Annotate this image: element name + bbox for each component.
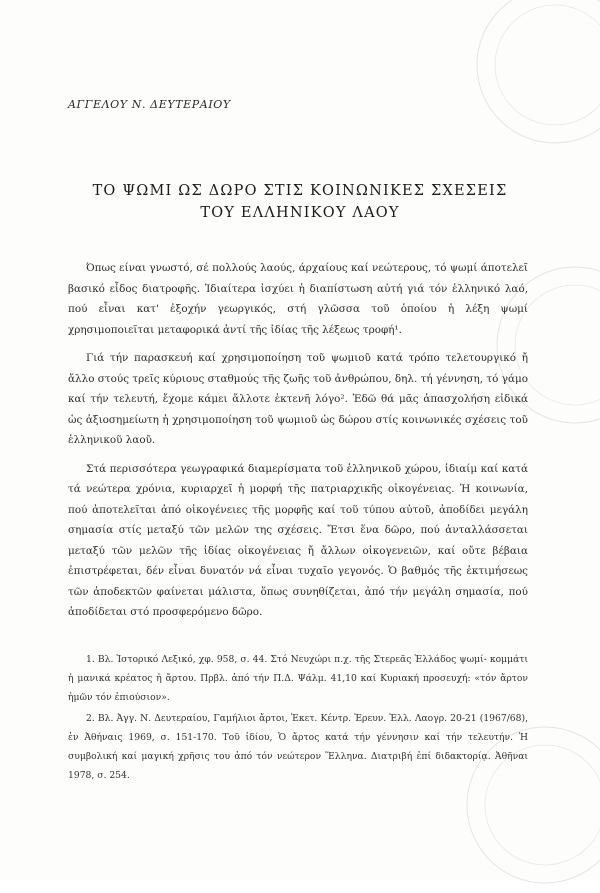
footnotes bbox=[68, 650, 528, 787]
author-name: ΑΓΓΕΛΟΥ Ν. ΔΕΥΤΕΡΑΙΟΥ bbox=[68, 98, 231, 111]
title-line: ΤΟΥ ΕΛΛΗΝΙΚΟΥ ΛΑΟΥ bbox=[200, 205, 400, 221]
paragraph: Όπως είναι γνωστό, σέ πολλούς λαούς, άρχαίους καί νεώτερους, τό ψωμί άποτελεῖ βασικό εἶδος διατροφῆς. Ἰδιαίτερα ἰσχύει ἡ διαπίστωση αὐτή γιά τόν ἑλληνικό λαό, πού εἶναι κατ' ἐξοχήν γεωργικός, στή γλῶσσα τοῦ ὁποίου ἡ λέξη ψωμί χρησιμοποιεῖται μεταφορικά ἀντί τῆς ἰδίας τῆς λέξεως τροφή¹. bbox=[68, 262, 528, 336]
paragraph: Γιά τήν παρασκευή καί χρησιμοποίηση τοῦ ψωμιοῦ κατά τρόπο τελετουργικό ἤ ἄλλο στούς τρεῖς κύριους σταθμούς τῆς ζωῆς τοῦ ἀνθρώπου, δηλ. τή γέννηση, τό γάμο καί τήν τελευτή, ἔχομε κάμει ἄλλοτε ἐκτενῆ λόγο². Ἐδῶ θά μᾶς ἀπασχολήση εἰδικά ὡς ἀξιοσημείωτη ἡ χρησιμοποίηση τοῦ ψωμιοῦ ὡς δώρου στίς κοινωνικές σχέσεις τοῦ ἑλληνικοῦ λαοῦ. bbox=[68, 352, 528, 446]
body-text bbox=[68, 258, 528, 631]
title-line: ΤΟ ΨΩΜΙ ΩΣ ΔΩΡΟ ΣΤΙΣ ΚΟΙΝΩΝΙΚΕΣ ΣΧΕΣΕΙΣ bbox=[92, 183, 508, 199]
watermark-seal-icon bbox=[470, 0, 600, 150]
page-title bbox=[60, 180, 540, 224]
footnote: 2. Βλ. Ἀγγ. Ν. Δευτεραίου, Γαμήλιοι ἄρτοι, Ἐκετ. Κέντρ. Ἐρευν. Ἑλλ. Λαογρ. 20-21 (1967/68), ἐν Ἀθήναις 1969, σ. 151-170. Τοῦ ἰδίου, Ὁ ἄρτος κατά τήν γέννησιν καί τήν τελευτήν. Ἡ συμβολική καί μαγική χρῆσις του ἀπό τόν νεώτερον Ἕλληνα. Διατριβή ἐπί διδακτορίᾳ. Ἀθῆναι 1978, σ. 254. bbox=[68, 713, 528, 781]
paragraph: Στά περισσότερα γεωγραφικά διαμερίσματα τοῦ ἑλληνικοῦ χώρου, ἰδιαίμ καί κατά τά νεώτερα χρόνια, κυριαρχεῖ ἡ μορφή τῆς πατριαρχικῆς οἰκογένειας. Ἡ κοινωνία, πού ἀποτελεῖται ἀπό οἰκογένειες τῆς μορφῆς καί τοῦ τύπου αὐτοῦ, ἀποδίδει μεγάλη σημασία στίς μεταξύ τῶν μελῶν της σχέσεις. Ἔτσι ἕνα δῶρο, πού ἀνταλλάσσεται μεταξύ τῶν μελῶν τῆς ἰδίας οἰκογένειας ἤ ἄλλων οἰκογενειῶν, καί οὔτε βέβαια ἐπιστρέφεται, δέν εἶναι δυνατόν νά εἶναι τυχαῖο γεγονός. Ὁ βαθμός τῆς ἐκτιμήσεως τῶν ἀποδεκτῶν φαίνεται μάλιστα, ὅπως συνηθίζεται, ἀπό τήν μεγάλη σημασία, πού ἀποδίδεται στό προσφερόμενο δῶρο. bbox=[68, 462, 528, 618]
footnote: 1. Βλ. Ἱστορικό Λεξικό, χφ. 958, σ. 44. Στό Νευχώρι π.χ. τῆς Στερεᾶς Ἑλλάδος ψωμί- κομμάτι ἡ μανικά κρέατος ἡ ἄρτου. Πρβλ. ἀπό τήν Π.Δ. Ψάλμ. 41,10 καί Κυριακή προσευχή: «τόν ἄρτον ἡμῶν τόν ἐπιούσιον». bbox=[68, 654, 528, 703]
